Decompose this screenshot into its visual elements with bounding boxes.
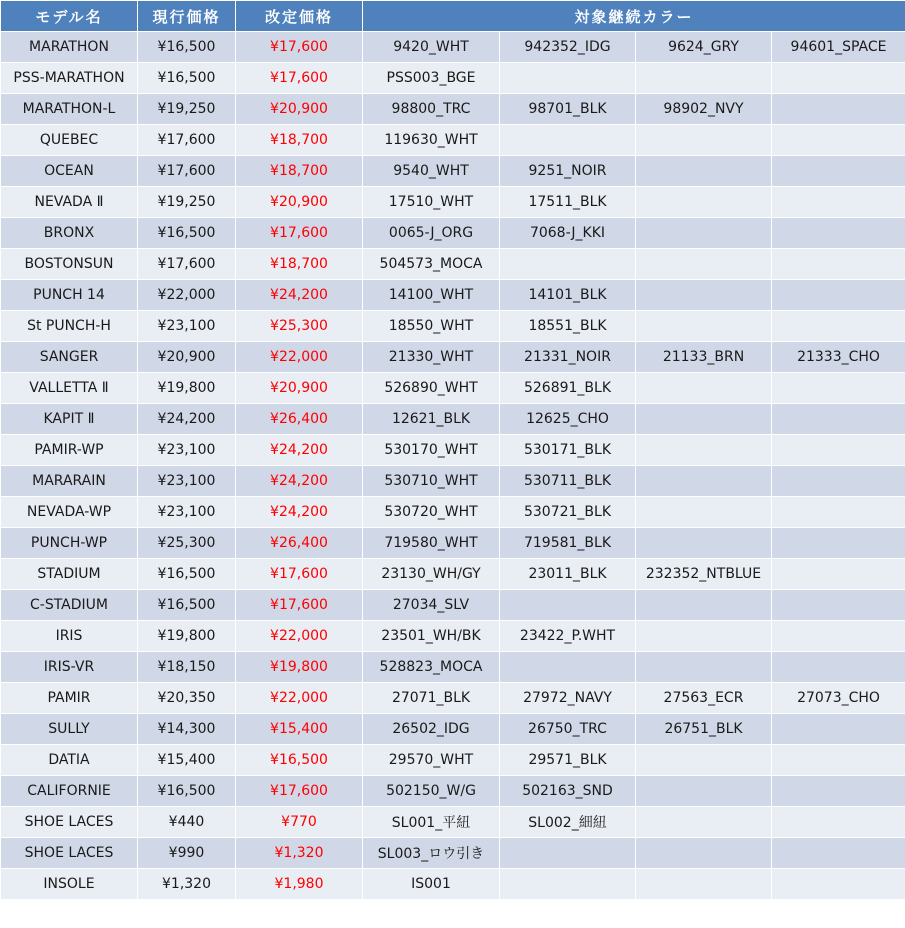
color-cell: 27563_ECR bbox=[636, 683, 772, 714]
color-cell: 26750_TRC bbox=[500, 714, 636, 745]
color-cell bbox=[772, 435, 905, 466]
color-cell bbox=[772, 652, 905, 683]
color-cell bbox=[772, 497, 905, 528]
table-row bbox=[1, 714, 905, 745]
color-cell: 23130_WH/GY bbox=[363, 559, 500, 590]
current-price-cell: ¥19,800 bbox=[138, 373, 236, 404]
current-price-cell: ¥23,100 bbox=[138, 466, 236, 497]
model-cell: NEVADA Ⅱ bbox=[1, 187, 138, 218]
revised-price-cell: ¥18,700 bbox=[236, 249, 363, 280]
color-cell: 18550_WHT bbox=[363, 311, 500, 342]
current-price-cell: ¥16,500 bbox=[138, 63, 236, 94]
color-cell: 26751_BLK bbox=[636, 714, 772, 745]
color-cell bbox=[636, 187, 772, 218]
color-cell: 530171_BLK bbox=[500, 435, 636, 466]
model-cell: PAMIR-WP bbox=[1, 435, 138, 466]
color-cell bbox=[772, 218, 905, 249]
revised-price-cell: ¥25,300 bbox=[236, 311, 363, 342]
model-cell: PUNCH 14 bbox=[1, 280, 138, 311]
table-row bbox=[1, 838, 905, 869]
table-row bbox=[1, 528, 905, 559]
revised-price-cell: ¥26,400 bbox=[236, 404, 363, 435]
current-price-cell: ¥17,600 bbox=[138, 249, 236, 280]
table-row bbox=[1, 435, 905, 466]
color-cell bbox=[636, 435, 772, 466]
table-row bbox=[1, 807, 905, 838]
color-cell bbox=[636, 63, 772, 94]
header-current-price: 現行価格 bbox=[138, 1, 236, 32]
revised-price-cell: ¥22,000 bbox=[236, 621, 363, 652]
model-cell: PSS-MARATHON bbox=[1, 63, 138, 94]
color-cell bbox=[636, 621, 772, 652]
revised-price-cell: ¥24,200 bbox=[236, 497, 363, 528]
model-cell: PUNCH-WP bbox=[1, 528, 138, 559]
color-cell: 232352_NTBLUE bbox=[636, 559, 772, 590]
model-cell: STADIUM bbox=[1, 559, 138, 590]
current-price-cell: ¥990 bbox=[138, 838, 236, 869]
color-cell: 12625_CHO bbox=[500, 404, 636, 435]
revised-price-cell: ¥20,900 bbox=[236, 94, 363, 125]
revised-price-cell: ¥18,700 bbox=[236, 125, 363, 156]
color-cell: 27972_NAVY bbox=[500, 683, 636, 714]
color-cell bbox=[636, 373, 772, 404]
color-cell: 502150_W/G bbox=[363, 776, 500, 807]
table-row bbox=[1, 590, 905, 621]
revised-price-cell: ¥18,700 bbox=[236, 156, 363, 187]
header-revised-price: 改定価格 bbox=[236, 1, 363, 32]
color-cell: 98800_TRC bbox=[363, 94, 500, 125]
color-cell: 29571_BLK bbox=[500, 745, 636, 776]
color-cell: 526891_BLK bbox=[500, 373, 636, 404]
color-cell bbox=[636, 745, 772, 776]
color-cell bbox=[772, 621, 905, 652]
color-cell: 942352_IDG bbox=[500, 32, 636, 63]
color-cell: 719581_BLK bbox=[500, 528, 636, 559]
model-cell: NEVADA-WP bbox=[1, 497, 138, 528]
color-cell: SL002_細紐 bbox=[500, 807, 636, 838]
model-cell: MARARAIN bbox=[1, 466, 138, 497]
table-row bbox=[1, 125, 905, 156]
color-cell: 119630_WHT bbox=[363, 125, 500, 156]
table-row bbox=[1, 373, 905, 404]
color-cell: 21133_BRN bbox=[636, 342, 772, 373]
color-cell bbox=[500, 63, 636, 94]
revised-price-cell: ¥22,000 bbox=[236, 342, 363, 373]
current-price-cell: ¥22,000 bbox=[138, 280, 236, 311]
color-cell bbox=[772, 94, 905, 125]
table-row bbox=[1, 280, 905, 311]
color-cell bbox=[772, 404, 905, 435]
revised-price-cell: ¥16,500 bbox=[236, 745, 363, 776]
current-price-cell: ¥25,300 bbox=[138, 528, 236, 559]
color-cell bbox=[772, 528, 905, 559]
color-cell: 23422_P.WHT bbox=[500, 621, 636, 652]
color-cell bbox=[636, 497, 772, 528]
current-price-cell: ¥19,250 bbox=[138, 187, 236, 218]
table-row bbox=[1, 652, 905, 683]
revised-price-cell: ¥1,320 bbox=[236, 838, 363, 869]
color-cell: 719580_WHT bbox=[363, 528, 500, 559]
model-cell: MARATHON-L bbox=[1, 94, 138, 125]
color-cell: 94601_SPACE bbox=[772, 32, 905, 63]
model-cell: KAPIT Ⅱ bbox=[1, 404, 138, 435]
current-price-cell: ¥20,350 bbox=[138, 683, 236, 714]
current-price-cell: ¥16,500 bbox=[138, 559, 236, 590]
model-cell: SHOE LACES bbox=[1, 807, 138, 838]
color-cell bbox=[636, 311, 772, 342]
color-cell bbox=[772, 745, 905, 776]
color-cell bbox=[636, 125, 772, 156]
color-cell: 14101_BLK bbox=[500, 280, 636, 311]
color-cell: 98701_BLK bbox=[500, 94, 636, 125]
color-cell: 9251_NOIR bbox=[500, 156, 636, 187]
model-cell: SHOE LACES bbox=[1, 838, 138, 869]
color-cell: 9540_WHT bbox=[363, 156, 500, 187]
table-row bbox=[1, 249, 905, 280]
revised-price-cell: ¥17,600 bbox=[236, 776, 363, 807]
table-row bbox=[1, 218, 905, 249]
color-cell bbox=[636, 249, 772, 280]
color-cell: 17510_WHT bbox=[363, 187, 500, 218]
model-cell: INSOLE bbox=[1, 869, 138, 900]
current-price-cell: ¥1,320 bbox=[138, 869, 236, 900]
color-cell bbox=[636, 838, 772, 869]
color-cell: 530721_BLK bbox=[500, 497, 636, 528]
model-cell: VALLETTA Ⅱ bbox=[1, 373, 138, 404]
color-cell: 530711_BLK bbox=[500, 466, 636, 497]
table-row bbox=[1, 559, 905, 590]
current-price-cell: ¥19,800 bbox=[138, 621, 236, 652]
revised-price-cell: ¥24,200 bbox=[236, 435, 363, 466]
model-cell: CALIFORNIE bbox=[1, 776, 138, 807]
table-row bbox=[1, 311, 905, 342]
table-row bbox=[1, 156, 905, 187]
color-cell bbox=[772, 776, 905, 807]
color-cell: IS001 bbox=[363, 869, 500, 900]
table-row bbox=[1, 63, 905, 94]
table-row bbox=[1, 745, 905, 776]
color-cell: 526890_WHT bbox=[363, 373, 500, 404]
revised-price-cell: ¥15,400 bbox=[236, 714, 363, 745]
color-cell bbox=[772, 373, 905, 404]
current-price-cell: ¥18,150 bbox=[138, 652, 236, 683]
current-price-cell: ¥16,500 bbox=[138, 32, 236, 63]
current-price-cell: ¥15,400 bbox=[138, 745, 236, 776]
model-cell: DATIA bbox=[1, 745, 138, 776]
table-row bbox=[1, 497, 905, 528]
color-cell bbox=[772, 838, 905, 869]
revised-price-cell: ¥20,900 bbox=[236, 187, 363, 218]
color-cell: 530170_WHT bbox=[363, 435, 500, 466]
color-cell bbox=[636, 528, 772, 559]
color-cell bbox=[636, 869, 772, 900]
table-row bbox=[1, 32, 905, 63]
model-cell: MARATHON bbox=[1, 32, 138, 63]
color-cell bbox=[636, 652, 772, 683]
revised-price-cell: ¥24,200 bbox=[236, 280, 363, 311]
color-cell bbox=[772, 280, 905, 311]
color-cell: 98902_NVY bbox=[636, 94, 772, 125]
color-cell: 9420_WHT bbox=[363, 32, 500, 63]
header-continuing-colors: 対象継続カラー bbox=[363, 1, 905, 32]
color-cell: 502163_SND bbox=[500, 776, 636, 807]
color-cell: 21330_WHT bbox=[363, 342, 500, 373]
model-cell: SULLY bbox=[1, 714, 138, 745]
color-cell: SL001_平紐 bbox=[363, 807, 500, 838]
color-cell bbox=[772, 807, 905, 838]
table-row bbox=[1, 776, 905, 807]
model-cell: BRONX bbox=[1, 218, 138, 249]
current-price-cell: ¥23,100 bbox=[138, 497, 236, 528]
color-cell: 17511_BLK bbox=[500, 187, 636, 218]
table-row bbox=[1, 187, 905, 218]
model-cell: C-STADIUM bbox=[1, 590, 138, 621]
current-price-cell: ¥23,100 bbox=[138, 311, 236, 342]
color-cell bbox=[500, 838, 636, 869]
model-cell: SANGER bbox=[1, 342, 138, 373]
color-cell: 18551_BLK bbox=[500, 311, 636, 342]
color-cell: 7068-J_KKI bbox=[500, 218, 636, 249]
table-row bbox=[1, 404, 905, 435]
header-model: モデル名 bbox=[1, 1, 138, 32]
color-cell: 0065-J_ORG bbox=[363, 218, 500, 249]
color-cell bbox=[636, 156, 772, 187]
revised-price-cell: ¥1,980 bbox=[236, 869, 363, 900]
revised-price-cell: ¥17,600 bbox=[236, 32, 363, 63]
color-cell bbox=[772, 311, 905, 342]
color-cell bbox=[500, 125, 636, 156]
color-cell bbox=[636, 466, 772, 497]
current-price-cell: ¥16,500 bbox=[138, 218, 236, 249]
color-cell bbox=[500, 869, 636, 900]
current-price-cell: ¥24,200 bbox=[138, 404, 236, 435]
color-cell: 9624_GRY bbox=[636, 32, 772, 63]
model-cell: PAMIR bbox=[1, 683, 138, 714]
color-cell bbox=[772, 869, 905, 900]
color-cell: SL003_ロウ引き bbox=[363, 838, 500, 869]
current-price-cell: ¥14,300 bbox=[138, 714, 236, 745]
color-cell bbox=[500, 652, 636, 683]
current-price-cell: ¥16,500 bbox=[138, 776, 236, 807]
current-price-cell: ¥19,250 bbox=[138, 94, 236, 125]
model-cell: BOSTONSUN bbox=[1, 249, 138, 280]
color-cell bbox=[772, 590, 905, 621]
color-cell: 21331_NOIR bbox=[500, 342, 636, 373]
color-cell bbox=[772, 559, 905, 590]
color-cell bbox=[772, 156, 905, 187]
color-cell: 530720_WHT bbox=[363, 497, 500, 528]
color-cell bbox=[636, 280, 772, 311]
revised-price-cell: ¥17,600 bbox=[236, 218, 363, 249]
color-cell: 23011_BLK bbox=[500, 559, 636, 590]
revised-price-cell: ¥17,600 bbox=[236, 590, 363, 621]
revised-price-cell: ¥22,000 bbox=[236, 683, 363, 714]
color-cell: 528823_MOCA bbox=[363, 652, 500, 683]
color-cell: 27034_SLV bbox=[363, 590, 500, 621]
color-cell bbox=[636, 807, 772, 838]
revised-price-cell: ¥19,800 bbox=[236, 652, 363, 683]
color-cell bbox=[636, 776, 772, 807]
model-cell: St PUNCH-H bbox=[1, 311, 138, 342]
table-row bbox=[1, 342, 905, 373]
model-cell: IRIS-VR bbox=[1, 652, 138, 683]
color-cell: 14100_WHT bbox=[363, 280, 500, 311]
current-price-cell: ¥20,900 bbox=[138, 342, 236, 373]
color-cell: 12621_BLK bbox=[363, 404, 500, 435]
table-row bbox=[1, 621, 905, 652]
model-cell: IRIS bbox=[1, 621, 138, 652]
current-price-cell: ¥17,600 bbox=[138, 125, 236, 156]
revised-price-cell: ¥26,400 bbox=[236, 528, 363, 559]
table-row bbox=[1, 683, 905, 714]
table-row bbox=[1, 466, 905, 497]
color-cell bbox=[636, 590, 772, 621]
color-cell bbox=[772, 714, 905, 745]
color-cell bbox=[772, 249, 905, 280]
color-cell: 21333_CHO bbox=[772, 342, 905, 373]
color-cell bbox=[636, 218, 772, 249]
current-price-cell: ¥440 bbox=[138, 807, 236, 838]
color-cell bbox=[772, 125, 905, 156]
color-cell: 29570_WHT bbox=[363, 745, 500, 776]
revised-price-cell: ¥20,900 bbox=[236, 373, 363, 404]
revised-price-cell: ¥24,200 bbox=[236, 466, 363, 497]
color-cell bbox=[772, 466, 905, 497]
current-price-cell: ¥23,100 bbox=[138, 435, 236, 466]
table-row bbox=[1, 94, 905, 125]
color-cell: 23501_WH/BK bbox=[363, 621, 500, 652]
table-row bbox=[1, 869, 905, 900]
color-cell: 26502_IDG bbox=[363, 714, 500, 745]
table-body bbox=[1, 32, 905, 900]
color-cell bbox=[636, 404, 772, 435]
model-cell: QUEBEC bbox=[1, 125, 138, 156]
current-price-cell: ¥17,600 bbox=[138, 156, 236, 187]
color-cell bbox=[772, 187, 905, 218]
color-cell: 27071_BLK bbox=[363, 683, 500, 714]
color-cell: 27073_CHO bbox=[772, 683, 905, 714]
color-cell: 530710_WHT bbox=[363, 466, 500, 497]
revised-price-cell: ¥770 bbox=[236, 807, 363, 838]
current-price-cell: ¥16,500 bbox=[138, 590, 236, 621]
color-cell: PSS003_BGE bbox=[363, 63, 500, 94]
color-cell bbox=[500, 249, 636, 280]
model-cell: OCEAN bbox=[1, 156, 138, 187]
color-cell bbox=[772, 63, 905, 94]
revised-price-cell: ¥17,600 bbox=[236, 63, 363, 94]
revised-price-cell: ¥17,600 bbox=[236, 559, 363, 590]
color-cell bbox=[500, 590, 636, 621]
header-row bbox=[1, 1, 905, 32]
color-cell: 504573_MOCA bbox=[363, 249, 500, 280]
